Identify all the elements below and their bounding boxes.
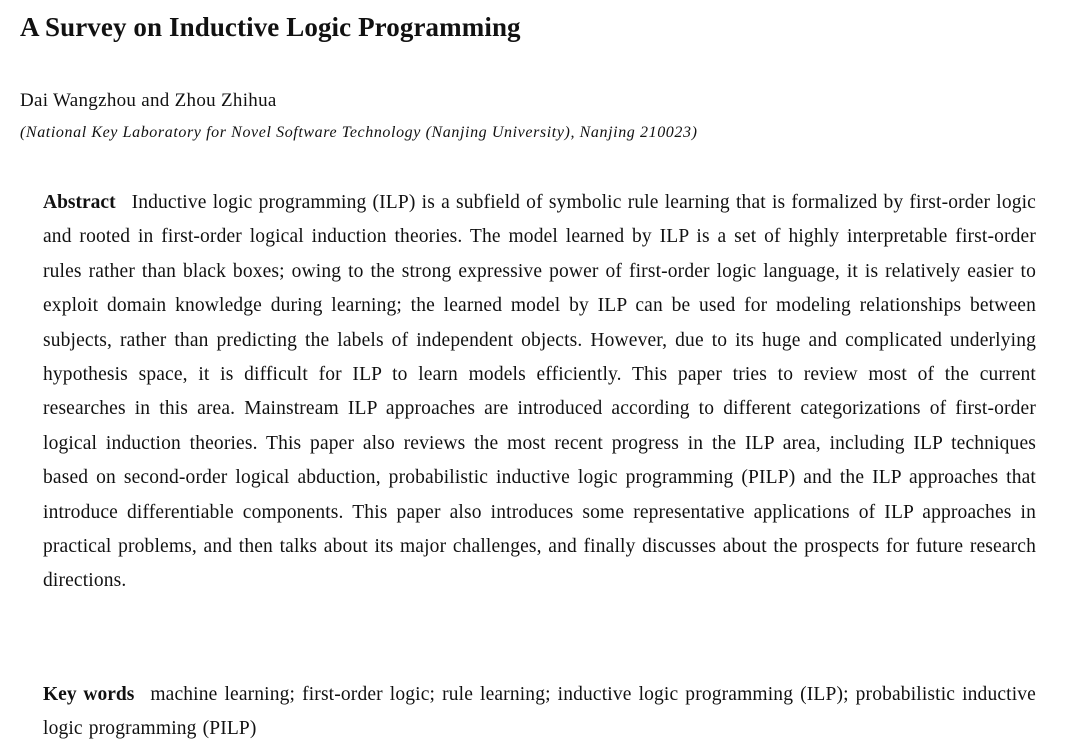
author-affiliation: (National Key Laboratory for Novel Software Technology (Nanjing University), Nanjing 210023)	[20, 124, 698, 141]
keywords-paragraph	[43, 678, 1036, 746]
keywords-label: Key words	[43, 684, 135, 705]
paper-title: A Survey on Inductive Logic Programming	[20, 12, 521, 42]
abstract-label: Abstract	[43, 192, 116, 213]
abstract-text: Inductive logic programming (ILP) is a subfield of symbolic rule learning that is formalized by first-order logic and rooted in first-order logical induction theories. The model learned by ILP is a set of highly interpretable first-order rules rather than black boxes; owing to the strong expressive power of first-order logic language, it is relatively easier to exploit domain knowledge during learning; the learned model by ILP can be used for modeling relationships between subjects, rather than predicting the labels of independent objects. However, due to its huge and complicated underlying hypothesis space, it is difficult for ILP to learn models efficiently. This paper tries to review most of the current researches in this area. Mainstream ILP approaches are introduced according to different categorizations of first-order logical induction theories. This paper also reviews the most recent progress in the ILP area, including ILP techniques based on second-order logical abduction, probabilistic inductive logic programming (PILP) and the ILP approaches that introduce differentiable components. This paper also introduces some representative applications of ILP approaches in practical problems, and then talks about its major challenges, and finally discusses about the prospects for future research directions.	[43, 192, 1036, 592]
author-list: Dai Wangzhou and Zhou Zhihua	[20, 90, 277, 111]
keywords-text: machine learning; first-order logic; rule learning; inductive logic programming (ILP); probabilistic inductive logic programming (PILP)	[43, 684, 1036, 739]
abstract-paragraph	[43, 186, 1036, 599]
